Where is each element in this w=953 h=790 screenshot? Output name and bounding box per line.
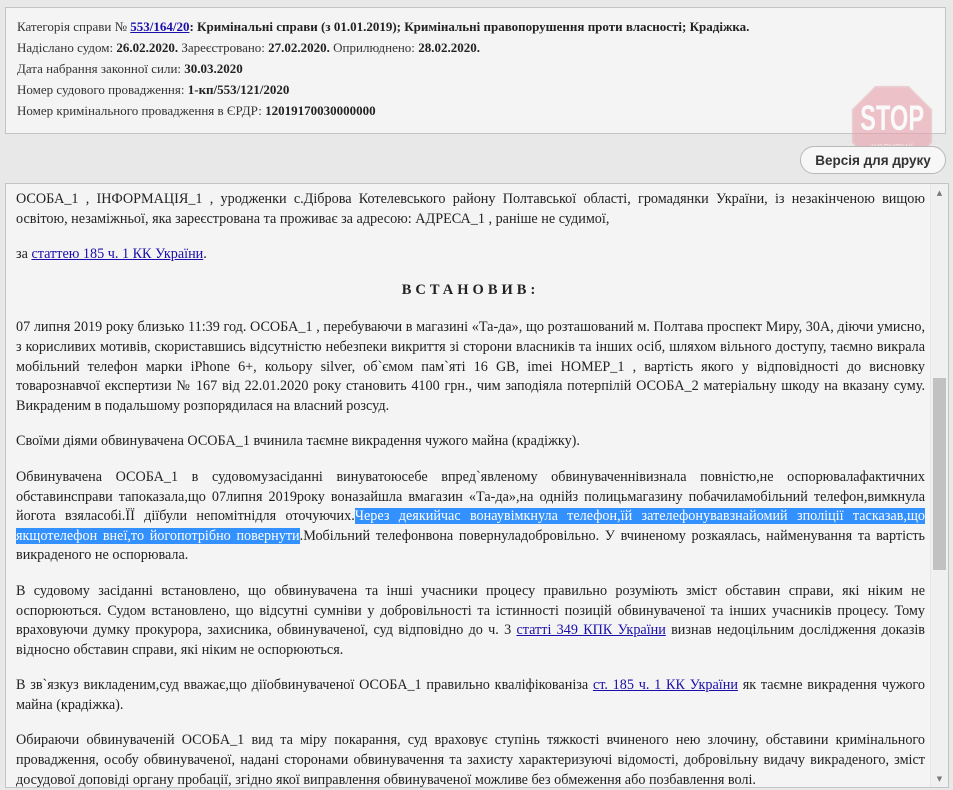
case-info-panel [5,7,946,134]
category-value: : Кримінальні справи (з 01.01.2019); Кримінальні правопорушення проти власності; Крадіжка. [189,19,750,34]
print-version-button[interactable]: Версія для друку [800,146,946,174]
category-label: Категорія справи № [17,19,127,34]
qualification-paragraph: В зв`язкуз викладеним,суд вважає,що діїобвинуваченої ОСОБА_1 правильно кваліфікованіза ст. 185 ч. 1 КК України як таємне викрадення чужого майна (крадіжка). [16,677,925,713]
court-findings-paragraph: В судовому засіданні встановлено, що обвинувачена та інші учасники процесу правильно розуміють зміст обставин справи, які ніким не оспорюються. Судом встановлено, що відсутні сумніви у добровільності та істинності позицій обвинуваченої та інших учасників процесу. Тому враховуючи думку прокурора, захисника, обвинуваченої, суд відповідно до ч. 3 статті 349 КПК України визнав недоцільним дослідження доказів відносно обставин справи, які ніким не оспорюються. [16,582,925,658]
registered-date: 27.02.2020. [268,40,330,55]
article-349-kpk-link[interactable]: статті 349 КПК України [516,622,666,639]
scroll-thumb[interactable] [933,378,946,570]
dates-line [17,37,935,58]
erdr-number: 12019170030000000 [265,103,376,118]
defendant-info-paragraph: ОСОБА_1 , ІНФОРМАЦІЯ_1 , уродженки с.Діброва Котелевського району Полтавської області, громадянки України, із незакінченою вищою освітою, незаміжньої, яка зареєстрована та проживає за адресою: АДРЕСА_1 , раніше не судимої, [16,191,925,227]
published-label: Оприлюднено: [333,40,415,55]
registered-label: Зареєстровано: [181,40,265,55]
erdr-label: Номер кримінального провадження в ЄРДР: [17,103,262,118]
vertical-scrollbar[interactable] [930,184,948,787]
case-number-link[interactable]: 553/164/20 [130,19,190,34]
established-heading: ВСТАНОВИВ: [401,281,540,298]
document-text-frame[interactable] [5,183,949,788]
svg-text:STOP: STOP [860,99,925,139]
selected-text: Через деякийчас вонаувімкнула телефон,їй зателефонувавзнайомий зполіції тасказав,що якщотелефон внеї,то йогопотрібно повернути [16,508,925,544]
facts-paragraph: 07 липня 2019 року близько 11:39 год. ОСОБА_1 , перебуваючи в магазині «Та-да», що розташований м. Полтава проспект Миру, 30А, діючи умисно, з корисливих мотивів, скориставшись відсутністю небезпеки викриття зі сторони власників та інших осіб, шляхом вільного доступу, таємно викрала мобільний телефон марки iPhone 6+, кольору silver, об`ємом пам`яті 16 GB, imei НОМЕР_1 , вартість якого у відповідності до висновку товарознавчої експертизи № 167 від 22.01.2020 року становить 4100 грн., чим заподіяла потерпілій ОСОБА_2 матеріальну шкоду на вказану суму. Викраденим в подальшому розпорядилася на власний розсуд. [16,319,925,414]
proceeding-number-line [17,79,935,100]
scroll-up-arrow-icon[interactable]: ▲ [936,188,943,197]
article-185-link[interactable]: статтею 185 ч. 1 КК України [31,246,204,263]
sent-date: 26.02.2020. [116,40,179,55]
article-185-kk-link[interactable]: ст. 185 ч. 1 КК України [592,677,738,694]
effective-label: Дата набрання законної сили: [17,61,182,76]
case-category-line [17,16,935,37]
scroll-down-arrow-icon[interactable]: ▼ [936,774,943,783]
proceeding-label: Номер судового провадження: [17,82,185,97]
published-date: 28.02.2020. [418,40,480,55]
actions-paragraph: Своїми діями обвинувачена ОСОБА_1 вчинила таємне викрадення чужого майна (крадіжку). [16,433,580,450]
proceeding-number: 1-кп/553/121/2020 [187,82,290,97]
article-paragraph: за статтею 185 ч. 1 КК України. [16,246,207,263]
sentencing-paragraph: Обираючи обвинуваченій ОСОБА_1 вид та міру покарання, суд враховує ступінь тяжкості вчиненого нею злочину, обставини кримінального провадження, особу обвинуваченої, надані сторонами обвинувачення та захисту характеризуючі відомості, добровільну видачу викраденого, зміст досудової доповіді органу пробації, згідно якої виправлення обвинуваченої можливе без обмеження або позбавлення волі. [16,732,925,788]
effective-date-line [17,58,935,79]
testimony-paragraph: Обвинувачена ОСОБА_1 в судовомузасіданні винуватоюсебе впред`явленому обвинуваченнівизнала повністю,не оспорювалафактичних обставинсправи тапоказала,що 07липня 2019року воназайшла вмагазин «Та-да»,на однійз полицьмагазину побачиламобільний телефон,вимкнула йогота взяласобі.ЇЇ діїбули непомітнідля оточуючих.Через деякийчас вонаувімкнула телефон,їй зателефонувавзнайомий зполіції тасказав,що якщотелефон внеї,то йогопотрібно повернути.Мобільний телефонвона повернуладобровільно. У вчиненому розкаялась, найменування та вартість викраденого не оспорювала. [16,468,925,564]
document-content [16,190,925,788]
erdr-number-line [17,100,935,121]
effective-date: 30.03.2020 [184,61,243,76]
sent-label: Надіслано судом: [17,40,114,55]
